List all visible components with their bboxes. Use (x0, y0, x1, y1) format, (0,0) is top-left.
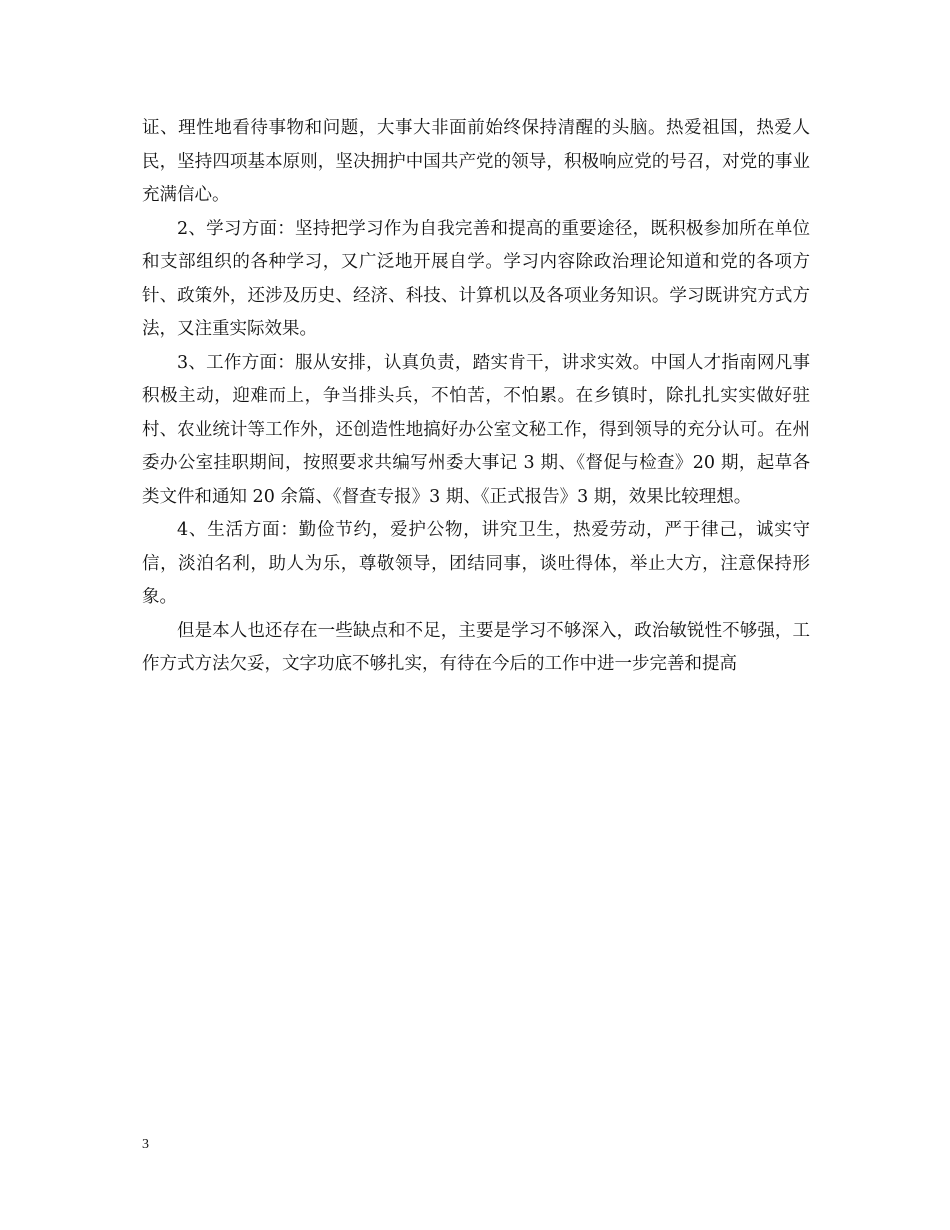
paragraph-continuation: 证、理性地看待事物和问题，大事大非面前始终保持清醒的头脑。热爱祖国，热爱人民，坚持四项基本原则，坚决拥护中国共产党的领导，积极响应党的号召，对党的事业充满信心。 (142, 118, 810, 205)
document-body (142, 112, 810, 682)
paragraph-shortcomings: 但是本人也还存在一些缺点和不足，主要是学习不够深入，政治敏锐性不够强，工作方式方法欠妥，文字功底不够扎实，有待在今后的工作中进一步完善和提高 (142, 620, 810, 674)
paragraph-work: 3、工作方面：服从安排，认真负责，踏实肯干，讲求实效。中国人才指南网凡事积极主动，迎难而上，争当排头兵，不怕苦，不怕累。在乡镇时，除扎扎实实做好驻村、农业统计等工作外，还创造性地搞好办公室文秘工作，得到领导的充分认可。在州委办公室挂职期间，按照要求共编写州委大事记 3 期、《督促与检查》20 期，起草各类文件和通知 20 余篇、《督查专报》3 期、《正式报告》3 期，效果比较理想。 (142, 352, 810, 507)
page-number: 3 (142, 1137, 149, 1152)
paragraph-study: 2、学习方面：坚持把学习作为自我完善和提高的重要途径，既积极参加所在单位和支部组织的各种学习，又广泛地开展自学。学习内容除政治理论知道和党的各项方针、政策外，还涉及历史、经济、科技、计算机以及各项业务知识。学习既讲究方式方法，又注重实际效果。 (142, 218, 810, 339)
paragraph-life: 4、生活方面：勤俭节约，爱护公物，讲究卫生，热爱劳动，严于律己，诚实守信，淡泊名利，助人为乐，尊敬领导，团结同事，谈吐得体，举止大方，注意保持形象。 (142, 520, 810, 607)
